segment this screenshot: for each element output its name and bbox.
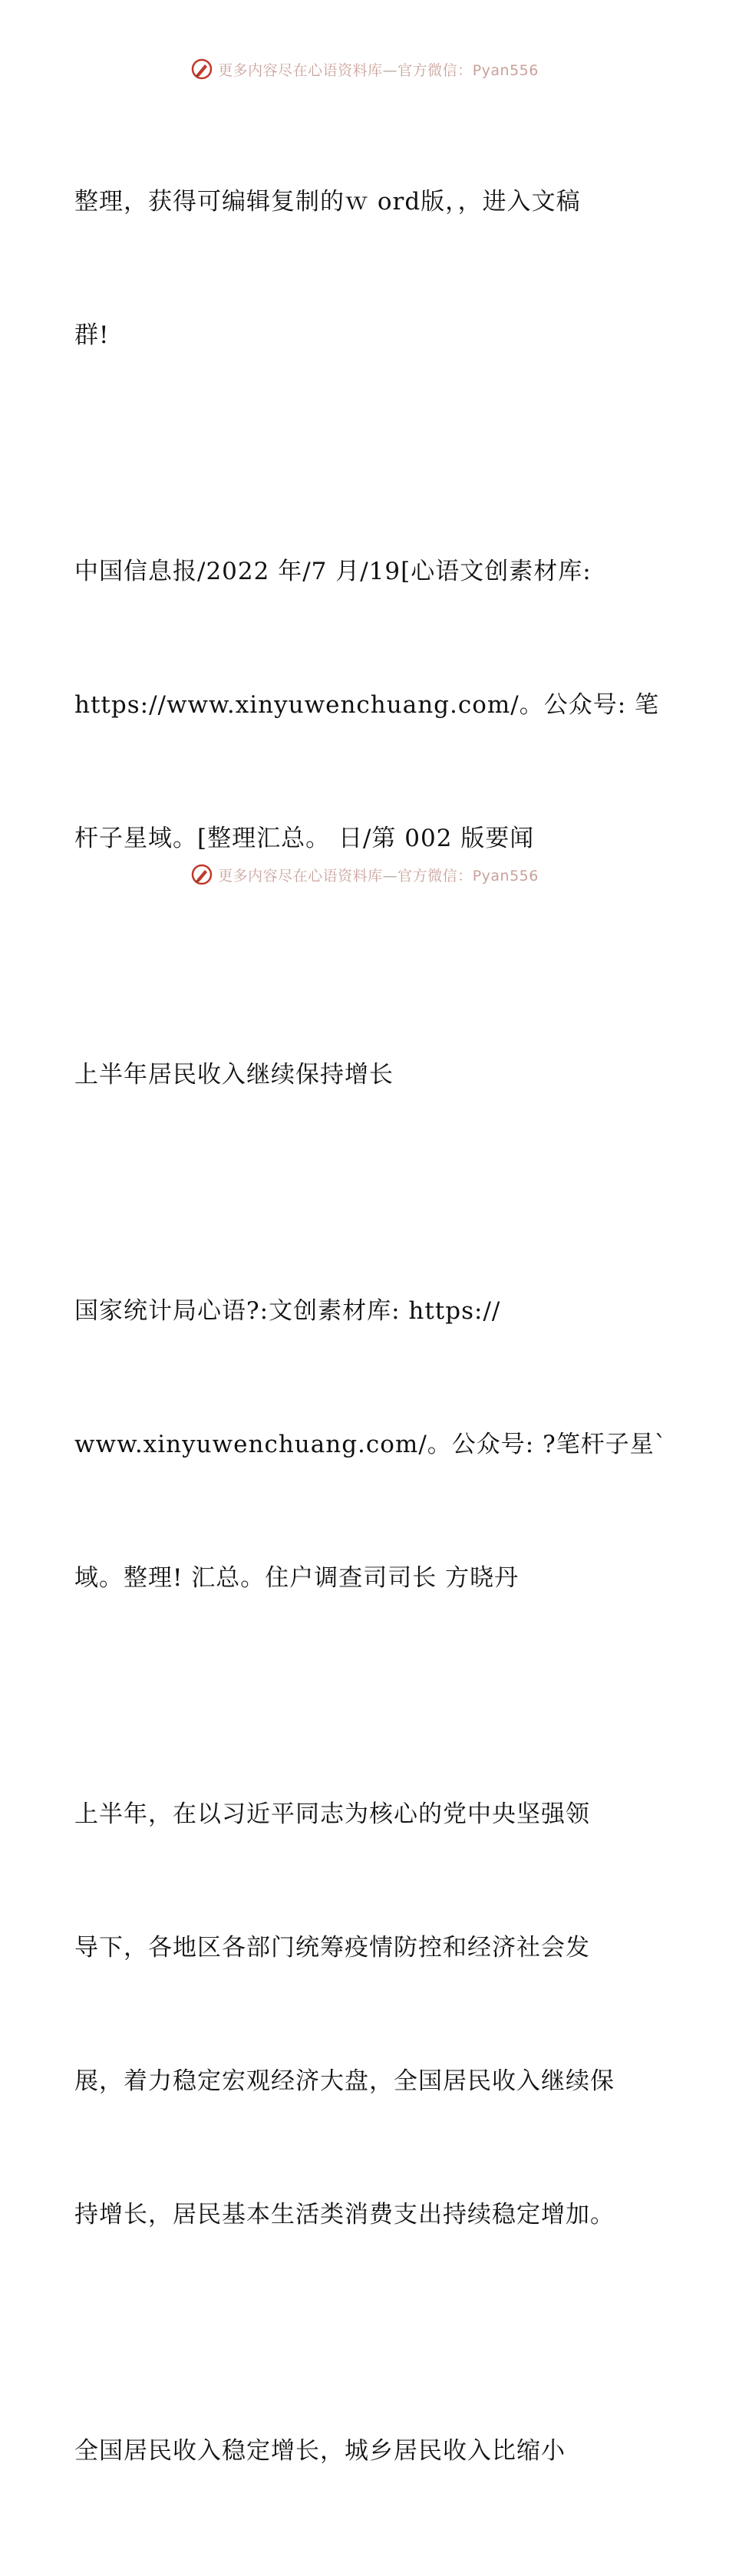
text-line: 群! (74, 321, 110, 349)
text-line: 上半年居民收入继续保持增长 (74, 1061, 394, 1089)
pen-logo-icon (190, 58, 213, 81)
watermark-slogan: 更多内容尽在心语资料库 (218, 61, 383, 79)
text-line: 持增长，居民基本生活类消费支出持续稳定增加。 (74, 2201, 615, 2228)
section-heading (74, 2340, 658, 2562)
watermark-text (218, 59, 539, 80)
text-line: https://www.xinyuwenchuang.com/。公众号: 笔 (74, 691, 660, 719)
paragraph-author (74, 1200, 668, 1689)
watermark-wechat-id: Pyan556 (472, 867, 539, 884)
document-body (74, 91, 668, 2576)
text-line: 国家统计局心语?:文创素材库: https:// (74, 1297, 501, 1325)
article-title (74, 964, 658, 1186)
text-line: 展，着力稳定宏观经济大盘，全国居民收入继续保 (74, 2067, 615, 2095)
watermark-separator: — (382, 61, 398, 79)
paragraph-intro (74, 91, 658, 446)
watermark-wechat-id: Pyan556 (472, 61, 539, 79)
text-line: 杆子星域。[整理汇总。 日/第 002 版要闻 (74, 825, 535, 852)
text-line: 全国居民收入稳定增长，城乡居民收入比缩小 (74, 2437, 566, 2465)
text-line: 中国信息报/2022 年/7 月/19[心语文创素材库: (74, 558, 592, 585)
watermark-wechat-label: 官方微信： (397, 61, 473, 79)
watermark-text (218, 865, 539, 885)
pen-logo-icon (190, 863, 213, 886)
text-line: www.xinyuwenchuang.com/。公众号: ?笔杆子星` (74, 1431, 668, 1458)
watermark-separator: — (382, 867, 398, 884)
text-line: 域。整理! 汇总。住户调查司司长 方晓丹 (74, 1564, 520, 1592)
text-line: 导下，各地区各部门统筹疫情防控和经济社会发 (74, 1934, 590, 1962)
text-line: 整理，获得可编辑复制的ｗ ord版，，进入文稿 (74, 188, 581, 216)
header-watermark (0, 54, 729, 84)
watermark-slogan: 更多内容尽在心语资料库 (218, 867, 383, 884)
footer-watermark (0, 859, 729, 890)
text-line: 上半年，在以习近平同志为核心的党中央坚强领 (74, 1800, 590, 1828)
watermark-wechat-label: 官方微信： (397, 867, 473, 884)
paragraph-body (74, 1703, 658, 2326)
